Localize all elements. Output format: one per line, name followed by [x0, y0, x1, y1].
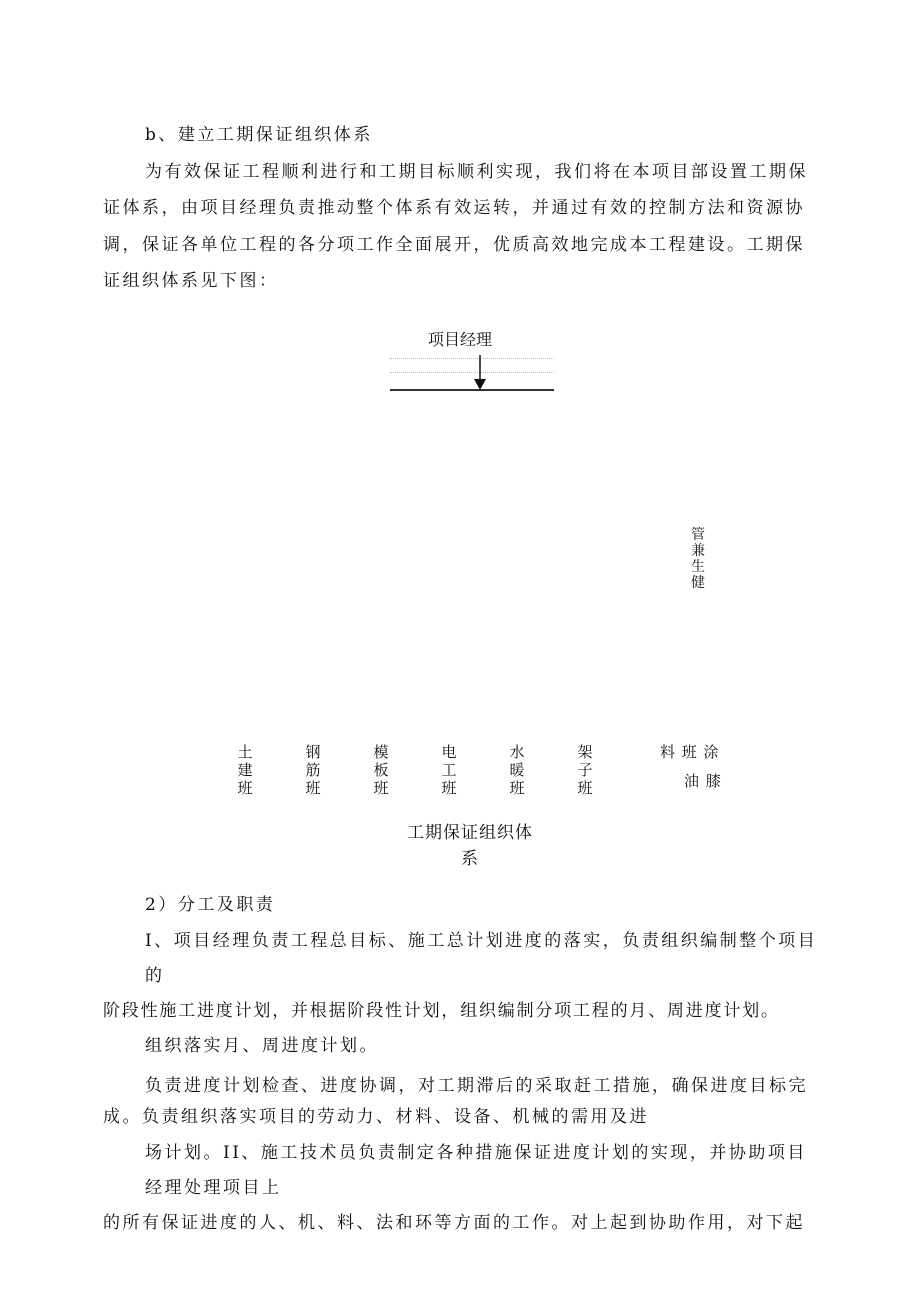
paragraph-line: 负责进度计划检查、进度协调，对工期滞后的采取赶工措施，确保进度目标完: [145, 1076, 808, 1096]
right-group-row1: 料 班 涂: [660, 743, 720, 761]
team-char: 电: [441, 743, 457, 761]
paragraph-line: 证组织体系见下图：: [103, 271, 279, 291]
paragraph-line: 的: [145, 966, 165, 986]
team-diangong: [439, 743, 459, 797]
team-char: 工: [441, 761, 457, 779]
paragraph-line: 的所有保证进度的人、机、料、法和环等方面的工作。对上起到协助作用，对下起: [103, 1213, 805, 1233]
side-char: 健: [691, 575, 705, 591]
team-char: 水: [509, 743, 525, 761]
side-char: 兼: [691, 543, 705, 559]
team-gangjin: [303, 743, 323, 797]
team-char: 建: [237, 761, 253, 779]
caption-line: 工期保证组织体: [407, 823, 533, 843]
team-muban: [371, 743, 391, 797]
paragraph-line: 组织落实月、周进度计划。: [145, 1036, 379, 1056]
paragraph-line: 为有效保证工程顺利进行和工期目标顺利实现，我们将在本项目部设置工期保: [145, 162, 808, 182]
team-char: 班: [305, 779, 321, 797]
caption-line: 系: [461, 849, 479, 869]
team-char: 暖: [509, 761, 525, 779]
paragraph-line: 调，保证各单位工程的各分项工作全面展开，优质高效地完成本工程建设。工期保: [103, 235, 805, 255]
side-char: 生: [691, 559, 705, 575]
team-char: 班: [441, 779, 457, 797]
team-char: 架: [577, 743, 593, 761]
team-char: 筋: [305, 761, 321, 779]
team-char: 班: [509, 779, 525, 797]
team-char: 班: [373, 779, 389, 797]
team-jiazi: [575, 743, 595, 797]
connector-line: [390, 389, 554, 391]
paragraph-line: 阶段性施工进度计划，并根据阶段性计划，组织编制分项工程的月、周进度计划。: [103, 1001, 780, 1021]
side-char: 管: [691, 527, 705, 543]
paragraph-line: 场计划。II、施工技术员负责制定各种措施保证进度计划的实现，并协助项目: [145, 1143, 807, 1163]
team-char: 班: [237, 779, 253, 797]
paragraph-line: 证体系，由项目经理负责推动整个体系有效运转，并通过有效的控制方法和资源协: [103, 198, 805, 218]
paragraph-line: I、项目经理负责工程总目标、施工总计划进度的落实，负责组织编制整个项目: [145, 931, 818, 951]
team-char: 模: [373, 743, 389, 761]
paragraph-line: 成。负责组织落实项目的劳动力、材料、设备、机械的需用及进: [103, 1107, 649, 1127]
team-char: 班: [577, 779, 593, 797]
team-char: 板: [373, 761, 389, 779]
side-vertical-label: [688, 527, 708, 591]
team-char: 子: [577, 761, 593, 779]
top-node-label: 项目经理: [428, 330, 493, 349]
section-2-heading: 2）分工及职责: [145, 895, 276, 915]
down-arrow-icon: [472, 355, 488, 391]
section-b-heading: b、建立工期保证组织体系: [145, 125, 373, 145]
team-tujian: [235, 743, 255, 797]
team-char: 钢: [305, 743, 321, 761]
chart-caption: [380, 818, 560, 874]
paragraph-line: 经理处理项目上: [145, 1178, 282, 1198]
team-char: 土: [237, 743, 253, 761]
right-group-row2: 油 膝: [684, 772, 722, 790]
team-shuinuan: [507, 743, 527, 797]
